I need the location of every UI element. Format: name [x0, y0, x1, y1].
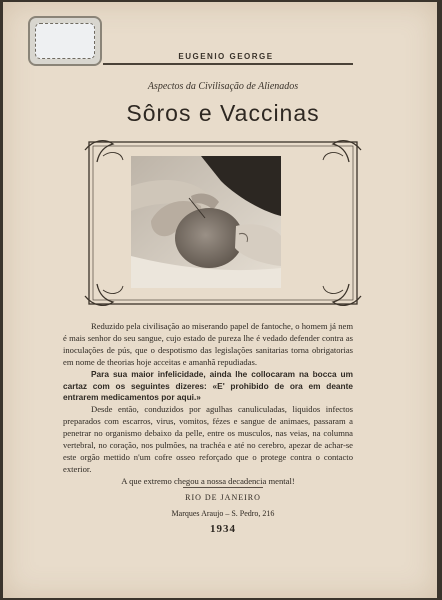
book-cover: [3, 2, 437, 598]
publication-year: 1934: [210, 523, 236, 535]
author-name: EUGENIO GEORGE: [178, 52, 274, 61]
paragraph-4: A que extremo chegou a nossa decadencia mental!: [121, 475, 295, 486]
subtitle: Aspectos da Civilisação de Alienados: [147, 81, 299, 92]
paragraph-2-text: Para sua maior infelicidade, ainda lhe collocaram na bocca um cartaz com os seguintes dizeres: «E' prohibido de ora em deante entrarem medicamentos por aqui.»: [63, 368, 353, 403]
page-title: Sôros e Vaccinas: [126, 100, 320, 126]
paragraph-2: [63, 369, 353, 405]
author-rule: [103, 63, 353, 65]
paragraph-3: Desde então, conduzidos por agulhas canuliculadas, liquidos infectos preparados com escarros, virus, vomitos, fézes e sangue de animaes, passaram a penetrar no organismo debaixo da pelle, entre os musculos, nas veias, na columna vertebral, no coração, nos pulmões, na trachéa e até no cerebro, apezar de achar-se este orgão mettido n'um cofre osseo reforçado que o protege contra o contacto exterior.: [63, 404, 353, 474]
library-label-inner: [35, 23, 95, 59]
publisher: Marques Araujo – S. Pedro, 216: [171, 509, 275, 518]
footer-rule: [183, 487, 263, 488]
body-text: [63, 321, 353, 488]
vaccination-photo: [131, 156, 281, 288]
publication-city: RIO DE JANEIRO: [185, 493, 261, 502]
paragraph-1: Reduzido pela civilisação ao miserando papel de fantoche, o homem já nem é mais senhor do seu sangue, cujo estado de pureza lhe é vedado defender contra as inoculações de pús, que o despotismo das legislações sanitarias torna obrigatorias em nome de theorias hoje acceitas e amanhã repudiadas.: [63, 321, 353, 367]
library-label: [28, 16, 102, 66]
